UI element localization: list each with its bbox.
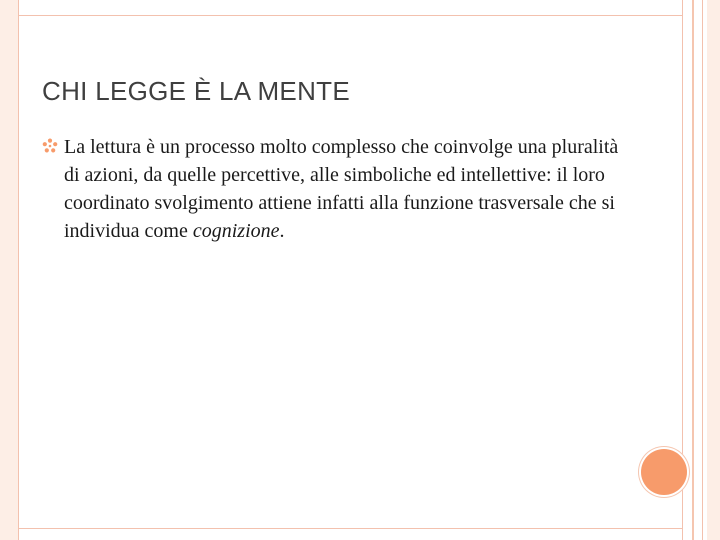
circle-ornament-fill (641, 449, 687, 495)
frame-top-border (18, 0, 682, 16)
frame-left-border (0, 0, 19, 540)
frame-right-line (702, 0, 703, 540)
bullet-list (42, 133, 632, 245)
slide-title: CHI LEGGE È LA MENTE (42, 76, 350, 106)
bullet-item (42, 133, 632, 245)
frame-right-line (692, 0, 694, 540)
sun-flower-bullet-icon (42, 138, 58, 154)
frame-right-band (707, 0, 720, 540)
bullet-text (64, 133, 632, 245)
bullet-text-italic: cognizione (192, 220, 280, 242)
bullet-text-main: La lettura è un processo molto complesso che coinvolge una pluralità di azioni, da quelle percettive, alle simboliche ed intellettive: il loro coordinato svolgimento attiene infatti alla funzione trasversale che si individua come (64, 136, 619, 242)
frame-bottom-border (18, 528, 682, 529)
bullet-text-end: . (279, 220, 285, 242)
